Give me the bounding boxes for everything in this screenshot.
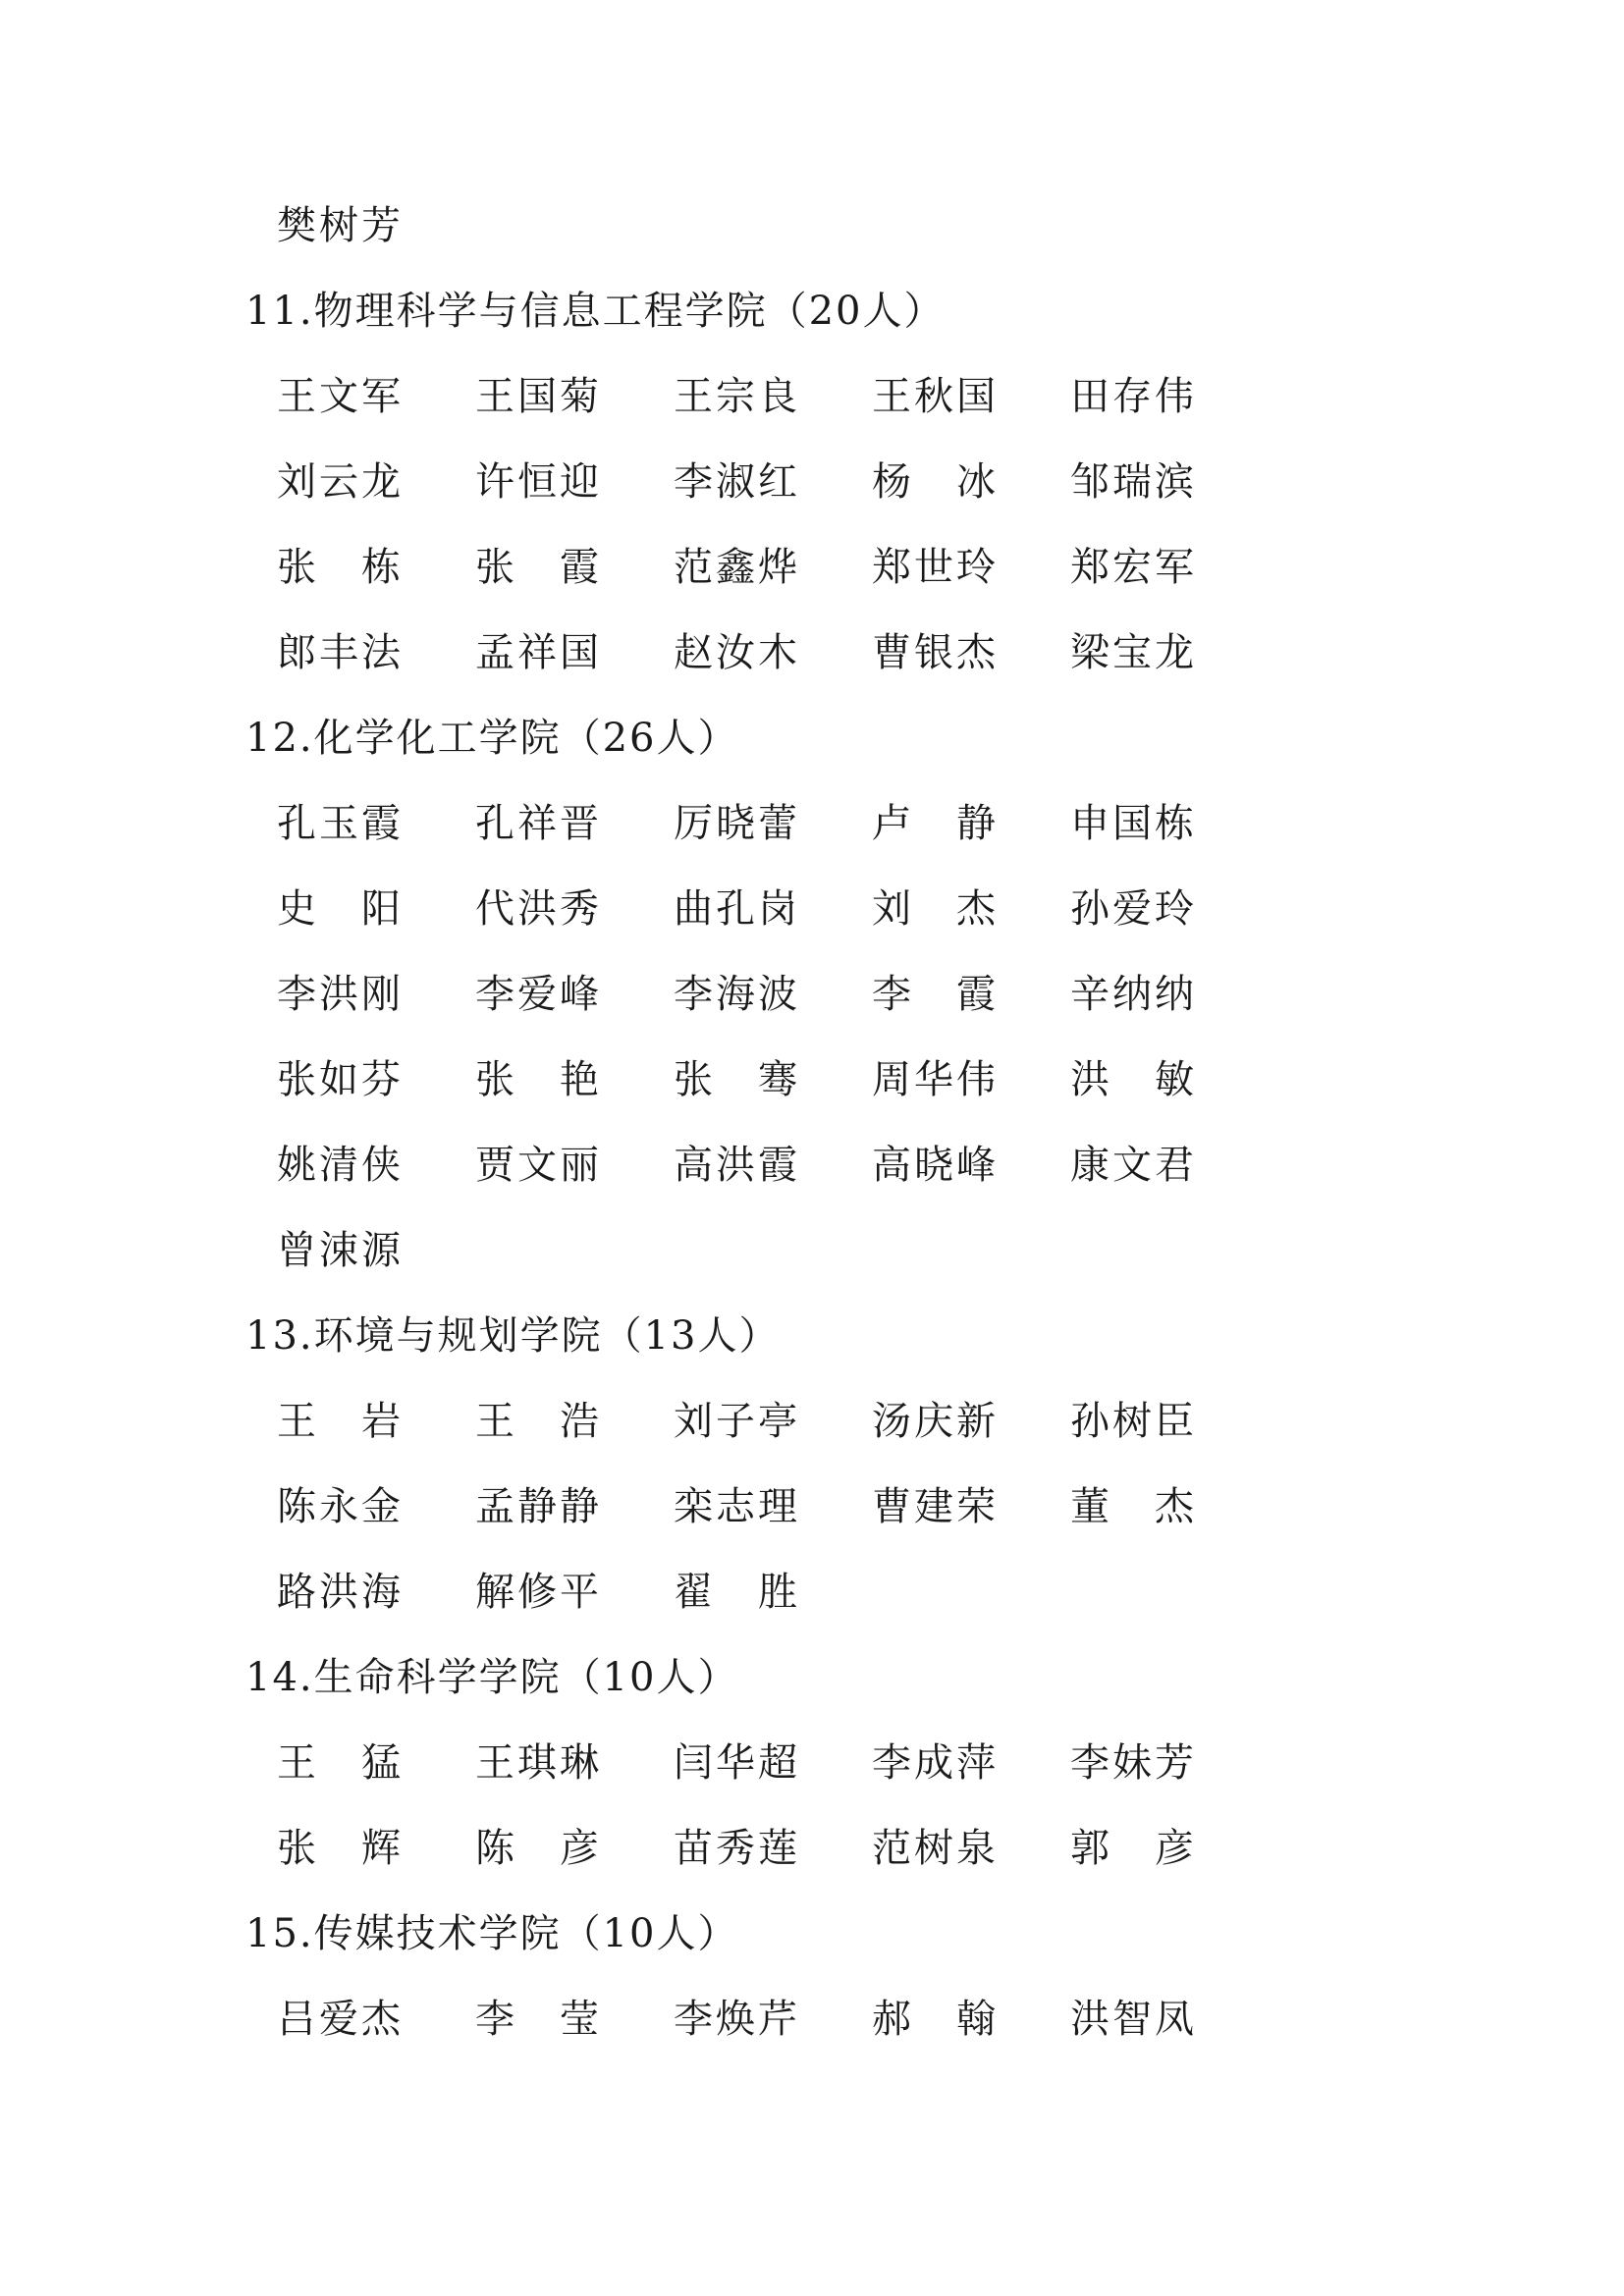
person-name: 李 焕 芹 — [674, 1997, 797, 2042]
section-heading: 14.生命科学学院（10人） — [245, 1655, 739, 1700]
person-name: 解 修 平 — [475, 1570, 599, 1615]
person-name: 范 鑫 烨 — [674, 545, 797, 590]
person-name: 杨 冰 — [872, 459, 996, 505]
person-name: 辛 纳 纳 — [1070, 972, 1194, 1017]
person-name: 王 宗 良 — [674, 374, 797, 419]
person-name: 李 莹 — [475, 1997, 599, 2042]
person-name: 路 洪 海 — [277, 1570, 401, 1615]
person-name: 康 文 君 — [1070, 1143, 1194, 1188]
person-name: 洪 智 凤 — [1070, 1997, 1194, 2042]
person-name: 李 洪 刚 — [277, 972, 401, 1017]
person-name: 樊 树 芳 — [277, 203, 401, 248]
person-name: 邹 瑞 滨 — [1070, 459, 1194, 505]
person-name: 许 恒 迎 — [475, 459, 599, 505]
person-name: 曲 孔 岗 — [674, 886, 797, 932]
person-name: 张 辉 — [277, 1826, 401, 1871]
person-name: 李 妹 芳 — [1070, 1740, 1194, 1786]
person-name: 王 岩 — [277, 1399, 401, 1444]
person-name: 李 爱 峰 — [475, 972, 599, 1017]
person-name: 卢 静 — [872, 801, 996, 846]
person-name: 李 淑 红 — [674, 459, 797, 505]
section-heading: 15.传媒技术学院（10人） — [245, 1911, 739, 1956]
person-name: 李 成 萍 — [872, 1740, 996, 1786]
person-name: 闫 华 超 — [674, 1740, 797, 1786]
person-name: 范 树 泉 — [872, 1826, 996, 1871]
person-name: 郎 丰 法 — [277, 630, 401, 675]
person-name: 王 琪 琳 — [475, 1740, 599, 1786]
person-name: 王 文 军 — [277, 374, 401, 419]
person-name: 刘 杰 — [872, 886, 996, 932]
person-name: 孟 静 静 — [475, 1484, 599, 1529]
person-name: 姚 清 侠 — [277, 1143, 401, 1188]
person-name: 田 存 伟 — [1070, 374, 1194, 419]
person-name: 张 骞 — [674, 1057, 797, 1102]
person-name: 陈 彦 — [475, 1826, 599, 1871]
person-name: 申 国 栋 — [1070, 801, 1194, 846]
section-heading: 13.环境与规划学院（13人） — [245, 1313, 781, 1359]
person-name: 孙 爱 玲 — [1070, 886, 1194, 932]
person-name: 张 霞 — [475, 545, 599, 590]
person-name: 郑 宏 军 — [1070, 545, 1194, 590]
person-name: 李 海 波 — [674, 972, 797, 1017]
person-name: 翟 胜 — [674, 1570, 797, 1615]
person-name: 周 华 伟 — [872, 1057, 996, 1102]
person-name: 孟 祥 国 — [475, 630, 599, 675]
person-name: 王 国 菊 — [475, 374, 599, 419]
person-name: 张 艳 — [475, 1057, 599, 1102]
person-name: 陈 永 金 — [277, 1484, 401, 1529]
person-name: 梁 宝 龙 — [1070, 630, 1194, 675]
person-name: 赵 汝 木 — [674, 630, 797, 675]
person-name: 郑 世 玲 — [872, 545, 996, 590]
person-name: 高 洪 霞 — [674, 1143, 797, 1188]
person-name: 张 栋 — [277, 545, 401, 590]
person-name: 张 如 芬 — [277, 1057, 401, 1102]
person-name: 王 秋 国 — [872, 374, 996, 419]
person-name: 栾 志 理 — [674, 1484, 797, 1529]
person-name: 史 阳 — [277, 886, 401, 932]
section-heading: 11.物理科学与信息工程学院（20人） — [245, 289, 946, 334]
person-name: 孔 玉 霞 — [277, 801, 401, 846]
person-name: 汤 庆 新 — [872, 1399, 996, 1444]
person-name: 孔 祥 晋 — [475, 801, 599, 846]
person-name: 洪 敏 — [1070, 1057, 1194, 1102]
person-name: 曹 建 荣 — [872, 1484, 996, 1529]
person-name: 苗 秀 莲 — [674, 1826, 797, 1871]
person-name: 郭 彦 — [1070, 1826, 1194, 1871]
person-name: 高 晓 峰 — [872, 1143, 996, 1188]
person-name: 孙 树 臣 — [1070, 1399, 1194, 1444]
person-name: 厉 晓 蕾 — [674, 801, 797, 846]
person-name: 代 洪 秀 — [475, 886, 599, 932]
person-name: 王 猛 — [277, 1740, 401, 1786]
person-name: 郝 翰 — [872, 1997, 996, 2042]
person-name: 刘 子 亭 — [674, 1399, 797, 1444]
person-name: 曾 涑 源 — [277, 1228, 401, 1273]
person-name: 王 浩 — [475, 1399, 599, 1444]
person-name: 曹 银 杰 — [872, 630, 996, 675]
person-name: 董 杰 — [1070, 1484, 1194, 1529]
person-name: 吕 爱 杰 — [277, 1997, 401, 2042]
person-name: 李 霞 — [872, 972, 996, 1017]
person-name: 贾 文 丽 — [475, 1143, 599, 1188]
section-heading: 12.化学化工学院（26人） — [245, 716, 739, 761]
person-name: 刘 云 龙 — [277, 459, 401, 505]
